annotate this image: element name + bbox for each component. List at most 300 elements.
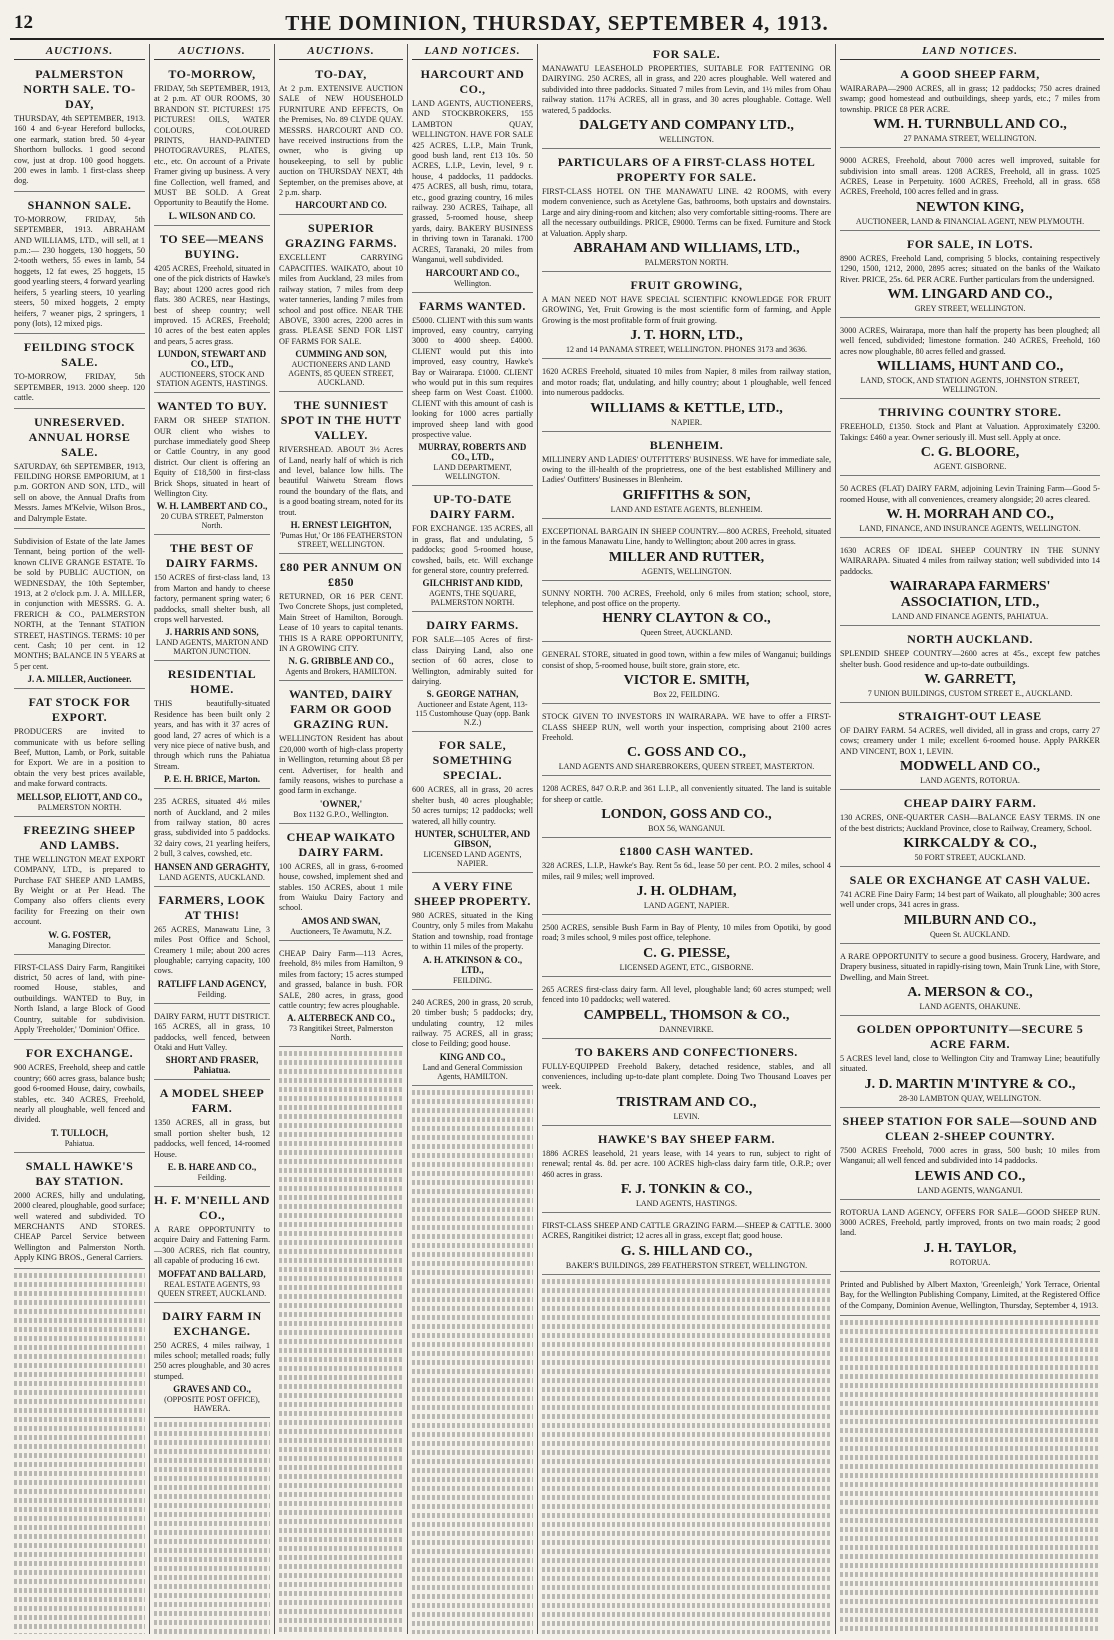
ad-signature: F. J. TONKIN & CO., [620,1182,753,1198]
print-line [14,1336,145,1341]
ad-address: Auctioneer and Estate Agent, 113-115 Customhouse Quay (opp. Bank N.Z.) [415,700,530,728]
print-line [412,1108,533,1113]
print-line [542,1567,831,1572]
print-line [542,1522,831,1527]
print-line [14,1444,145,1449]
print-line [542,1333,831,1338]
print-line [279,1303,403,1308]
ad-body: 2000 ACRES, hilly and undulating, 2000 cleared, ploughable, good surface; well watered and subdivided. TO MERCHANTS AND STORES. CHEAP Parcel Service between Wellington and Palmerston North. Apply KING BROS., General Carriers. [14,1190,145,1263]
print-line [14,1480,145,1485]
advertisement [279,218,403,392]
print-line [154,1575,270,1580]
print-line [14,1570,145,1575]
ad-body: TO-MORROW, FRIDAY, 5th SEPTEMBER, 1913. 2000 sheep. 120 cattle. [14,372,145,403]
print-line [542,1477,831,1482]
ad-address: Managing Director. [48,940,111,950]
ad-title: NORTH AUCKLAND. [907,632,1033,647]
ad-title: FOR SALE, IN LOTS. [906,236,1034,251]
ad-signature: C. GOSS AND CO., [626,745,747,761]
print-line [279,1420,403,1425]
ad-title: CHEAP WAIKATO DAIRY FARM. [286,829,396,859]
print-line [14,1525,145,1530]
print-line [840,1329,1100,1334]
print-line [279,1384,403,1389]
ad-signature: NEWTON KING, [916,199,1024,215]
print-line [542,1432,831,1437]
print-line [840,1536,1100,1541]
print-line [412,1198,533,1203]
print-line [279,1573,403,1578]
ad-body: SPLENDID SHEEP COUNTRY—2600 acres at 45s., except few patches shelter bush. Good residence and up-to-date outbuildings. [840,649,1100,669]
print-line [279,1411,403,1416]
print-line [840,1428,1100,1433]
ad-signature: A. ALTERBECK AND CO., [287,1013,395,1024]
advertisement [542,980,831,1039]
print-line [412,1567,533,1572]
print-line [154,1521,270,1526]
print-line [279,1123,403,1128]
print-line [279,1330,403,1335]
print-line [542,1540,831,1545]
ad-signature: W. H. LAMBERT AND CO., [156,501,268,512]
print-line [279,1060,403,1065]
ad-title: WANTED, DAIRY FARM OR GOOD GRAZING RUN. [288,687,394,732]
print-line [840,1572,1100,1577]
masthead [10,8,1104,40]
ad-title: FRUIT GROWING, [630,278,743,293]
print-line [279,1285,403,1290]
ad-body: 1630 ACRES OF IDEAL SHEEP COUNTRY IN THE SUNNY WAIRARAPA. Situated 4 miles from railway station; well subdivided into 14 paddocks. [840,545,1100,576]
print-line [412,1216,533,1221]
print-line [279,1492,403,1497]
ad-body: STOCK GIVEN TO INVESTORS IN WAIRARAPA. WE have to offer a FIRST-CLASS SHEEP RUN, well worth your inspection, comprising about 2100 acres Freehold. [542,712,831,742]
ad-signature: MILBURN AND CO., [903,912,1037,928]
print-line [840,1599,1100,1604]
ad-address: LICENSED LAND AGENTS, NAPIER. [423,850,522,869]
print-line [14,1543,145,1548]
print-line [14,1453,145,1458]
advertisement [14,337,145,408]
print-line [14,1408,145,1413]
print-line [542,1504,831,1509]
ad-body: 741 ACRE Fine Dairy Farm; 14 best part of Waikato, all ploughable; 300 acres well under crops, 341 acres in grass. [840,889,1100,910]
ad-body: CHEAP Dairy Farm—113 Acres, freehold, 8½ miles from Hamilton, 9 miles from factory; 15 acres stumped and grassed, balance in bush. FOR SALE, 280 acres, in grass, good cattle country; few acres ploughable. [279,948,403,1010]
print-line [279,1591,403,1596]
ad-address: Box 1132 G.P.O., Wellington. [293,809,389,819]
ad-body: FARM OR SHEEP STATION. OUR client who wishes to purchase immediately good Sheep or Cattle Country, in any good district. Our client is offering an Equity of £18,500 in first-class Brick Shops, situated in heart of Wellington City. [154,416,270,498]
advertisement [412,489,533,612]
advertisement [154,1007,270,1081]
ad-title: SUPERIOR GRAZING FARMS. [284,221,398,251]
ad-title: SHEEP STATION FOR SALE—SOUND AND CLEAN 2-SHEEP COUNTRY. [842,1113,1098,1143]
ad-body: TO-MORROW, FRIDAY, 5th SEPTEMBER, 1913. ABRAHAM AND WILLIAMS, LTD., will sell, at 1 p.m.:— 230 hoggets, 130 hoggets, 50 2-tooth wethers, 55 ewes in lamb, 54 hoggets, 12 fat ewes, 25 hoggets, 15 good yearling steers, 4 forward yearling heifers, 5 yearling steers, 10 yearling steers, 50 mixed hoggets, 2 empty heifers, 7 weaner pigs, 2 springers, 1 pony (lots), 12 mixed pigs. [14,214,145,328]
print-line [412,1468,533,1473]
ad-signature: AMOS AND SWAN, [301,915,381,926]
ad-title: FOR SALE, SOMETHING SPECIAL. [432,738,513,783]
ad-body: FIRST-CLASS Dairy Farm, Rangitikei district, 50 acres of land, with pine-roomed House, stables, and outbuildings. WANTED to Buy, in North Island, a large Block of Good Country, suitable for subdivision. Apply 'Freeholder,' 'Dominion' Office. [14,962,145,1034]
ad-body: 1620 ACRES Freehold, situated 10 miles from Napier, 8 miles from railway station, and motor roads; flat, undulating, and hilly country; about 1 ploughable, well fenced into numerous paddocks. [542,367,831,398]
ad-body: FIRST-CLASS SHEEP AND CATTLE GRAZING FARM.—SHEEP & CATTLE. 3000 ACRES, Rangitikei district; 12 acres all in grass, except flat; good house. [542,1221,831,1241]
advertisement [154,792,270,886]
ad-address: PALMERSTON NORTH. [37,802,122,812]
print-line [412,1549,533,1554]
print-line [279,1600,403,1605]
ad-body: DAIRY FARM, HUTT DISTRICT. 165 ACRES, all in grass, 10 paddocks, well fenced, between Otaki and Hutt Valley. [154,1011,270,1052]
print-line [412,1324,533,1329]
ad-title: HAWKE'S BAY SHEEP FARM. [597,1131,776,1146]
ad-signature: ABRAHAM AND WILLIAMS, LTD., [573,241,800,257]
print-line [542,1279,831,1284]
print-line [279,1465,403,1470]
ad-address: LAND AGENT, NAPIER. [643,901,730,910]
ad-body: MANAWATU LEASEHOLD PROPERTIES, SUITABLE FOR FATTENING OR DAIRYING. 250 ACRES, all in grass, and 220 acres ploughable. Well watered and subdivided into three paddocks. Situated 7 miles from Levin, and 1½ miles from Ohau railway station. 117¾ ACRES, all in grass, and 30 acres ploughable. Cottage. Well watered, 5 paddocks. [542,64,831,115]
ad-title: FARMS WANTED. [419,298,526,313]
advertisement [14,958,145,1041]
print-line [279,1483,403,1488]
advertisement [412,993,533,1086]
ad-address: AUCTIONEER, LAND & FINANCIAL AGENT, NEW PLYMOUTH. [855,216,1085,226]
ad-signature: 'OWNER,' [319,798,363,809]
ad-signature: L. WILSON AND CO. [168,210,256,221]
print-line [542,1558,831,1563]
ad-body: MILLINERY AND LADIES' OUTFITTERS' BUSINESS. WE have for immediate sale, owing to the ill-health of the proprietress, one of the best established Millinery and Ladies' Outfitters' Businesses in Blenheim. [542,454,831,485]
print-line [279,1195,403,1200]
ad-signature: LUNDON, STEWART AND CO., LTD., [157,349,267,370]
advertisement [840,479,1100,538]
ad-signature: MODWELL AND CO., [899,759,1040,775]
ad-body: 8900 ACRES, Freehold Land, comprising 5 blocks, containing respectively 1290, 1500, 1212, 2000, 2895 acres; situated on the banks of the Waikato River. PRICE, 25s. 6d. PER ACRE. Further particulars from the undersigned. [840,253,1100,284]
print-line [14,1489,145,1494]
print-line [542,1396,831,1401]
print-line [279,1087,403,1092]
print-line [14,1327,145,1332]
ad-body: 9000 ACRES, Freehold, about 7000 acres well improved, suitable for subdivision into small areas. 1208 ACRES, Freehold, all in grass. 1025 ACRES, Lease in Perpetuity. 1600 ACRES, Freehold, all in grass. 658 ACRES, Freehold, 100 acres felled and in grass. [840,156,1100,197]
advertisement [14,1043,145,1152]
print-line [279,1150,403,1155]
print-line [14,1372,145,1377]
ad-address: WELLINGTON. [659,135,714,145]
ad-signature: N. G. GRIBBLE AND CO., [288,656,394,667]
ad-signature: J. A. MILLER, Auctioneer. [27,674,132,685]
print-line [154,1584,270,1589]
print-line [14,1435,145,1440]
ad-body: 980 ACRES, situated in the King Country, only 5 miles from Makahu Station and township, road frontage to within 11 miles of the property. [412,911,533,952]
ad-body: Subdivision of Estate of the late James Tennant, being portion of the well-known CLIVE GRANGE ESTATE. To be sold by PUBLIC AUCTION, on WEDNESDAY, the 10th September, 1913, at 2 o'clock p.m. J. A. MILLER, in conjunction with MESSRS. G. A. FRERICH & CO., PALMERSTON NORTH, at the Tennant STATION STREET, HASTINGS. TERMS: 10 per cent. Cash; 10 per cent. in 12 MONTHS; BALANCE IN 5 YEARS at 5 per cent. [14,536,145,671]
print-line [840,1608,1100,1613]
advertisement [542,707,831,776]
print-line [154,1557,270,1562]
print-line [840,1356,1100,1361]
print-line [840,1437,1100,1442]
advertisement [279,944,403,1047]
print-line [14,1597,145,1602]
print-line [279,1132,403,1137]
print-line [412,1513,533,1518]
ad-body: 1886 ACRES leasehold, 21 years lease, with 14 years to run, subject to right of renewal; rental 4s. 8d. per acre. 100 ACRES high-class dairy farm title, O.R.P.; over 460 acres in grass. [542,1148,831,1179]
ad-body: EXCELLENT CARRYING CAPACITIES. WAIKATO, about 10 miles from Auckland, 23 miles from railway station, 7 miles from deep water tanneries, landing 7 miles from school and post office. NEAR THE ABOVE, 3300 acres, 2200 acres in grass. PLEASE SEND FOR LIST OF FARMS FOR SALE. [279,253,403,346]
print-line [840,1365,1100,1370]
print-line [279,1096,403,1101]
print-line [412,1603,533,1608]
print-line [279,1078,403,1083]
ad-body: 5 ACRES level land, close to Wellington City and Tramway Line; beautifully situated. [840,1054,1100,1074]
ad-address: FEILDING. [453,975,492,985]
print-line [840,1518,1100,1523]
print-line [279,1537,403,1542]
ad-signature: MURRAY, ROBERTS AND CO., LTD., [418,442,527,463]
ad-body: RETURNED, OR 16 PER CENT. Two Concrete Shops, just completed, Main Street of Hamilton, Borough. Lease of 10 years to capital tenants. THIS IS A RARE OPPORTUNITY, IN A GROWING CITY. [279,591,403,653]
print-line [412,1432,533,1437]
ad-signature: G. S. HILL AND CO., [620,1243,753,1259]
ad-signature: HANSEN AND GERAGHTY, [154,861,270,872]
advertisement [542,584,831,643]
print-line [279,1375,403,1380]
print-line [412,1477,533,1482]
newsprint-texture [542,1279,831,1634]
page-number: 12 [14,12,33,33]
print-line [14,1471,145,1476]
print-line [412,1180,533,1185]
advertisement [840,151,1100,231]
print-line [840,1338,1100,1343]
ad-signature: GILCHRIST AND KIDD, [422,578,523,589]
print-line [412,1234,533,1239]
column-6 [836,44,1104,1634]
advertisement [542,779,831,838]
print-line [279,1240,403,1245]
ad-address: 73 Rangitikei Street, Palmerston North. [289,1024,393,1043]
advertisement [14,1156,145,1269]
print-line [279,1582,403,1587]
print-line [412,1279,533,1284]
ad-address: Wellington. [453,278,492,288]
ad-body: 900 ACRES, Freehold, sheep and cattle country; 660 acres grass, balance bush; good 6-roomed House, dairy, cowbails, stables, etc. 340 ACRES, Freehold, nearly all ploughable, well fenced and divided. [14,1063,145,1125]
print-line [412,1396,533,1401]
print-line [279,1429,403,1434]
print-line [412,1450,533,1455]
print-line [279,1519,403,1524]
advertisement [542,1216,831,1275]
print-line [542,1360,831,1365]
print-line [840,1581,1100,1586]
advertisement [412,296,533,487]
ad-body: 50 ACRES (FLAT) DAIRY FARM, adjoining Levin Training Farm—Good 5-roomed House, with all conveniences, creamery alongside; 20 acres cleared. [840,484,1100,504]
advertisement [412,64,533,293]
ad-body: ROTORUA LAND AGENCY, OFFERS FOR SALE—GOOD SHEEP RUN. 3000 ACRES, Freehold, partly improved, fronts on two main roads; 2 good land. [840,1207,1100,1238]
print-line [840,1473,1100,1478]
ad-signature: GRIFFITHS & SON, [622,487,751,503]
advertisement [840,234,1100,318]
print-line [412,1504,533,1509]
ad-title: DAIRY FARM IN EXCHANGE. [162,1308,262,1338]
ad-signature: S. GEORGE NATHAN, [426,689,519,700]
ad-signature: DALGETY AND COMPANY LTD., [579,118,794,134]
print-line [840,1554,1100,1559]
ad-body: FULLY-EQUIPPED Freehold Bakery, detached residence, stables, and all conveniences, including up-to-date plant complete. Doing Two Thousand Loaves per week. [542,1061,831,1092]
ad-body: FIRST-CLASS HOTEL ON THE MANAWATU LINE. 42 ROOMS, with every modern convenience, such as Acetylene Gas, bathrooms, both upstairs and downstairs. Large and airy dining-room and kitchen; also very comfortable sitting-rooms. There are all the necessary outbuildings. PRICE, £9000. Terms can be fixed. Furniture and Stock at Valuation. Apply sharp. [542,187,831,238]
print-line [542,1441,831,1446]
advertisement [840,321,1100,399]
print-line [14,1273,145,1278]
print-line [412,1621,533,1626]
ad-body: £5000. CLIENT with this sum wants improved, easy country, carrying 3000 to 4000 sheep. £4000. CLIENT would put this into improved, easy country, Hawke's Bay or Wairarapa. £1000. CLIENT who would put in this sum requires sheep farm on West Coast. £1000. CLIENT with this amount of cash is looking for 1000 acres partially improved sheep land with good prospective value. [412,315,533,439]
section-header: AUCTIONS. [14,44,145,60]
print-line [14,1588,145,1593]
print-line [542,1297,831,1302]
print-line [279,1564,403,1569]
ad-signature: WM. LINGARD AND CO., [887,287,1053,303]
ad-body: 328 ACRES, L.I.P., Hawke's Bay. Rent 5s 6d., lease 50 per cent. P.O. 2 miles, school 4 miles, rail 9 miles; well improved. [542,861,831,881]
ad-signature: E. B. HARE AND CO., [167,1161,257,1172]
ad-body: OF DAIRY FARM. 54 ACRES, well divided, all in grass and crops, carry 27 cows; creamery under 1 mile; excellent 6-roomed house. Apply PARKER AND VINCENT, BOX 1, LEVIN. [840,725,1100,756]
print-line [154,1611,270,1616]
ad-body: 100 ACRES, all in grass, 6-roomed house, cowshed, implement shed and stables. 150 ACRES, about 1 mile from Waiuku Dairy Factory and school. [279,861,403,913]
ad-address: REAL ESTATE AGENTS, 93 QUEEN STREET, AUCKLAND. [157,1279,267,1298]
print-line [14,1534,145,1539]
print-line [412,1333,533,1338]
print-line [412,1261,533,1266]
print-line [14,1516,145,1521]
ad-signature: WM. H. TURNBULL AND CO., [873,117,1067,133]
section-header: LAND NOTICES. [840,44,1100,60]
ad-body: 4205 ACRES, Freehold, situated in one of the pick districts of Hawke's Bay; about 1200 acres good rich flats. 380 ACRES, near Hastings, best of sheep country; well improved. 15 ACRES, Freehold; 10 acres of the best eaten apples and pears, 5 acres grass. [154,263,270,346]
ad-title: FREEZING SHEEP AND LAMBS. [23,822,136,852]
ad-title: TO-DAY, [315,67,367,81]
print-line [412,1144,533,1149]
advertisement [154,229,270,393]
print-line [412,1099,533,1104]
ad-address: ROTORUA. [949,1257,991,1267]
print-line [279,1141,403,1146]
ad-signature: RATLIFF LAND AGENCY, [157,978,267,989]
print-line [279,1393,403,1398]
advertisement [840,541,1100,626]
ad-body: 250 ACRES, 4 miles railway, 1 miles school; metalled roads; fully 250 acres ploughable, and 30 acres stumped. [154,1340,270,1381]
print-line [279,1294,403,1299]
ad-title: RESIDENTIAL HOME. [167,667,257,697]
print-line [412,1630,533,1634]
ad-body: A RARE OPPORTUNITY to secure a good business. Grocery, Hardware, and Drapery business, situated in rapidly-rising town, Main Trunk Line, with Store, Dwelling, and Main Street. [840,951,1100,982]
ad-title: WANTED TO BUY. [157,399,267,414]
print-line [840,1446,1100,1451]
ad-address: 28-30 LAMBTON QUAY, WELLINGTON. [899,1093,1041,1103]
advertisement [154,664,270,789]
advertisement [840,1275,1100,1316]
ad-signature: SHORT AND FRASER, Pahiatua. [165,1055,259,1076]
print-line [840,1590,1100,1595]
advertisement [154,538,270,661]
ad-body: THURSDAY, 4th SEPTEMBER, 1913. 160 4 and 6-year Hereford bullocks, one earmark, station bred. 50 4-year Shorthorn bullocks. 1 good second cow, just at drop. 100 good hoggets. 200 ewes in lamb. 1 first-class sheep dog. [14,114,145,186]
column-3 [275,44,408,1634]
advertisement [154,1306,270,1419]
print-line [279,1051,403,1056]
ad-signature: WILLIAMS, HUNT AND CO., [876,359,1064,375]
print-line [412,1297,533,1302]
ad-signature: H. ERNEST LEIGHTON, [290,519,392,530]
ad-address: AUCTIONEERS AND LAND AGENTS, 85 QUEEN STREET, AUCKLAND. [288,360,394,388]
print-line [542,1414,831,1419]
print-line [542,1603,831,1608]
ad-body: 150 ACRES of first-class land, 13 from Marton and handy to cheese factory, permanent spring water; 6 paddocks, small shelter bush, all crops well harvested. [154,573,270,624]
print-line [542,1459,831,1464]
print-line [412,1531,533,1536]
ad-address: 'Pumas Hut,' Or 186 FEATHERSTON STREET, WELLINGTON. [279,530,403,549]
print-line [14,1363,145,1368]
ad-title: UP-TO-DATE DAIRY FARM. [429,492,516,522]
ad-body: 3000 ACRES, Wairarapa, more than half the property has been ploughed; all well fenced, subdivided; limestone formation. 240 ACRES, Freehold, 160 acres now ploughable, 80 acres felled and grassed. [840,326,1100,356]
print-line [412,1495,533,1500]
print-line [14,1354,145,1359]
ad-signature: J. HARRIS AND SONS, [165,627,259,638]
ad-body: 1208 ACRES, 847 O.R.P. and 361 L.I.P., all conveniently situated. The land is suitable for sheep or cattle. [542,784,831,804]
advertisement [14,195,145,334]
print-line [14,1417,145,1422]
ad-body: LAND AGENTS, AUCTIONEERS, AND STOCKBROKERS, 155 LAMBTON QUAY, WELLINGTON. HAVE FOR SALE 425 ACRES, L.I.P., Main Trunk, good bush land, rent £13 10s. 50 ACRES, L.I.P., Levin, level, 9 r. house, 4 paddocks, 11 paddocks. 475 ACRES, all bush, rimu, totara, etc., good grazing country, 16 miles railway. 230 ACRES, Taihape, all grassed, 5-roomed house, sheep yards, dairy. BAKERY BUSINESS in thriving town in Taranaki. 1700 ACRES, Taranaki, 20 miles from Wanganui, well subdivided. [412,99,533,265]
ad-address: LAND DEPARTMENT, WELLINGTON. [433,463,512,482]
print-line [279,1276,403,1281]
print-line [279,1447,403,1452]
print-line [14,1498,145,1503]
advertisement [840,1019,1100,1108]
advertisement [154,396,270,535]
ad-address: Pahiatua. [64,1138,95,1148]
ad-address: LAND AGENTS AND SHAREBROKERS, QUEEN STREET, MASTERTON. [558,762,815,772]
print-line [14,1507,145,1512]
print-line [14,1291,145,1296]
print-line [412,1117,533,1122]
print-line [412,1558,533,1563]
print-line [542,1576,831,1581]
advertisement [542,1129,831,1213]
advertisement [14,412,145,529]
print-line [279,1366,403,1371]
ad-address: Queen Street, AUCKLAND. [640,628,733,638]
ad-address: Feilding. [197,989,227,999]
ad-title: £1800 CASH WANTED. [619,844,754,859]
print-line [412,1153,533,1158]
print-line [154,1602,270,1607]
ad-title: HARCOURT AND CO., [420,67,525,96]
print-line [412,1441,533,1446]
print-line [279,1348,403,1353]
ad-signature: KING AND CO., [439,1051,506,1062]
print-line [279,1618,403,1623]
ad-title: PALMERSTON NORTH SALE. TO-DAY, [23,67,136,111]
print-line [840,1455,1100,1460]
print-line [542,1531,831,1536]
ad-signature: WILLIAMS & KETTLE, LTD., [590,400,783,416]
ad-body: A RARE OPPORTUNITY to acquire Dairy and Fattening Farm.—300 ACRES, rich flat country, all capable of producing 16 cwt. [154,1224,270,1266]
section-header: AUCTIONS. [279,44,403,60]
advertisement [542,918,831,977]
print-line [412,1369,533,1374]
print-line [279,1159,403,1164]
ad-address: 50 FORT STREET, AUCKLAND. [914,852,1026,862]
ad-address: LAND AGENTS, OHAKUNE. [919,1002,1021,1011]
print-line [14,1552,145,1557]
print-line [154,1539,270,1544]
print-line [154,1458,270,1463]
print-line [154,1485,270,1490]
print-line [14,1561,145,1566]
print-line [840,1374,1100,1379]
print-line [154,1467,270,1472]
print-line [14,1426,145,1431]
column-4 [408,44,538,1634]
print-line [840,1347,1100,1352]
print-line [14,1399,145,1404]
ad-title: THE BEST OF DAIRY FARMS. [165,541,259,571]
